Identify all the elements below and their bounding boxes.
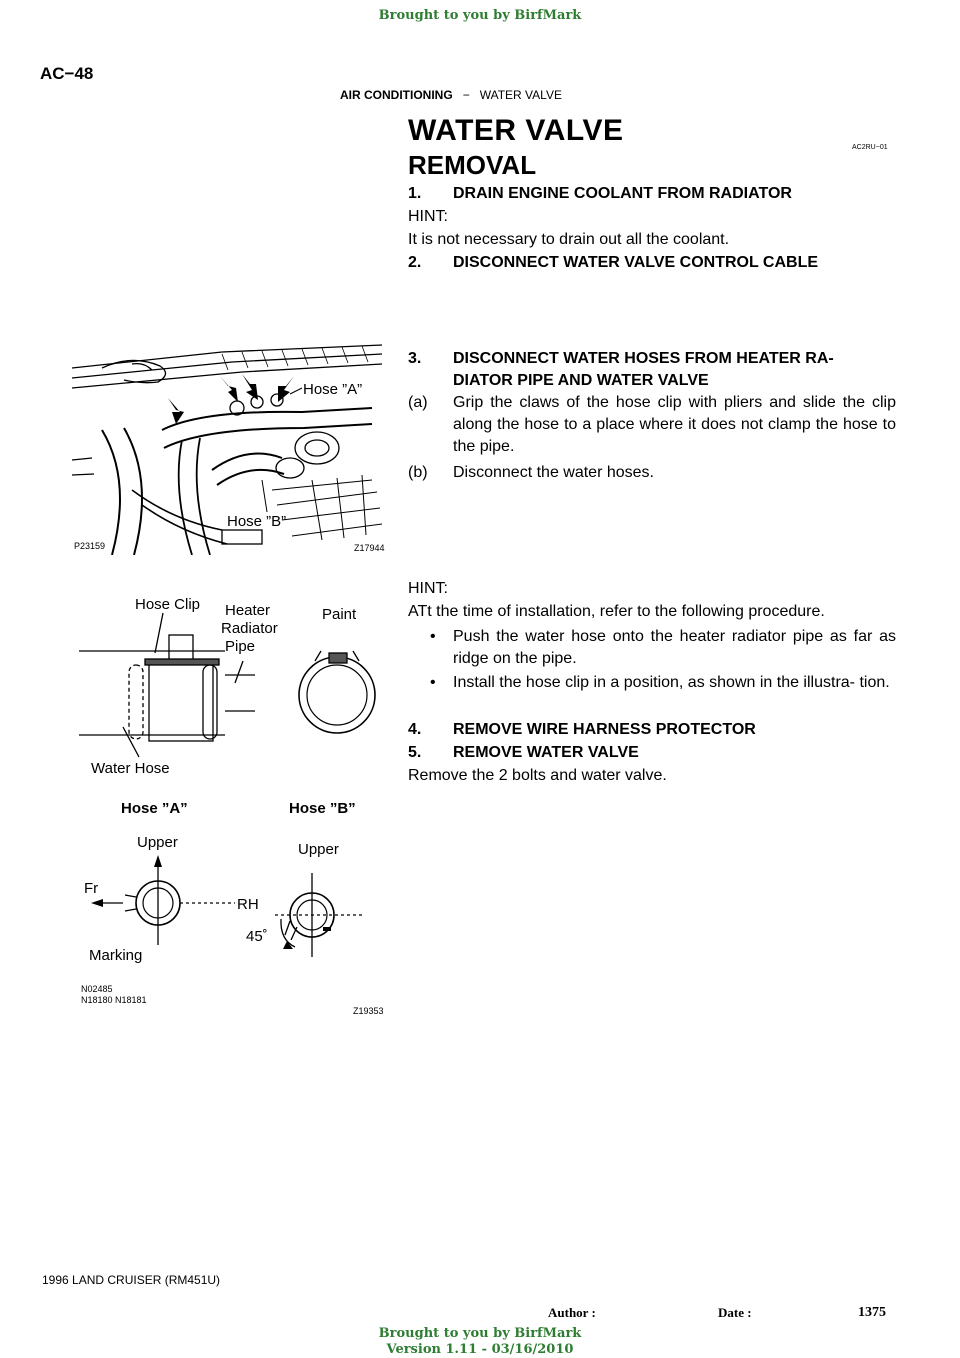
step-4-text: REMOVE WIRE HARNESS PROTECTOR: [453, 721, 756, 738]
fig2-paint-label: Paint: [322, 606, 357, 623]
hint-1-label: HINT:: [408, 208, 448, 225]
fig2-hose-b-title: Hose ”B”: [289, 800, 356, 817]
bullet-1-dot: •: [430, 628, 436, 645]
step-3a-text: Grip the claws of the hose clip with pliers and slide the clip along the hose to a place where it does not clamp the hose to the pipe.: [453, 394, 896, 455]
bullet-2-text: Install the hose clip in a position, as shown in the illustra- tion.: [453, 674, 890, 691]
watermark-top: Brought to you by BirfMark: [378, 8, 582, 23]
fig2-hose-a-title: Hose ”A”: [121, 800, 188, 817]
fig2-rh-label: RH: [237, 896, 259, 913]
step-5: [408, 742, 896, 764]
step-3-line-1: DISCONNECT WATER HOSES FROM HEATER RA-: [453, 350, 834, 367]
bullet-1: [408, 626, 896, 670]
step-3a-num: (a): [408, 394, 428, 411]
step-2-num: 2.: [408, 254, 422, 271]
fig2-upper-b-label: Upper: [298, 841, 339, 858]
step-3a: [408, 392, 896, 458]
watermark-bottom-2: Version 1.11 - 03/16/2010: [386, 1342, 574, 1357]
footer-model: 1996 LAND CRUISER (RM451U): [42, 1273, 221, 1287]
fig2-water-hose-label: Water Hose: [91, 760, 170, 777]
fig1-hose-b-label: Hose ”B”: [227, 513, 287, 530]
footer-author: Author :: [548, 1305, 596, 1320]
header-subsection: WATER VALVE: [479, 88, 562, 102]
bullet-1-text: Push the water hose onto the heater radiator pipe as far as ridge on the pipe.: [453, 628, 896, 667]
doc-id: AC2RU−01: [852, 144, 888, 151]
fig2-hose-clip-label: Hose Clip: [135, 596, 201, 613]
footer-page-number: 1375: [858, 1305, 886, 1320]
fig2-marking-label: Marking: [89, 947, 143, 964]
fig1-hose-a-label: Hose ”A”: [303, 381, 363, 398]
page-title: WATER VALVE: [408, 114, 624, 147]
fig2-upper-a-label: Upper: [137, 834, 178, 851]
step-1: [408, 183, 896, 205]
hint-2-text: ATt the time of installation, refer to the following procedure.: [408, 603, 825, 620]
fig2-heater-line-1: Heater: [225, 602, 271, 619]
fig2-heater-line-2: Radiator: [221, 620, 278, 637]
step-3-line-2: DIATOR PIPE AND WATER VALVE: [453, 372, 709, 389]
figure-engine-bay: [72, 340, 392, 555]
fig2-fr-label: Fr: [84, 880, 99, 897]
step-3b-num: (b): [408, 464, 428, 481]
bullet-2-dot: •: [430, 674, 436, 691]
step-5-num: 5.: [408, 744, 422, 761]
page-code: AC−48: [40, 64, 94, 83]
hint-1-text: It is not necessary to drain out all the coolant.: [408, 231, 730, 248]
step-2: [408, 252, 896, 274]
step-3b-text: Disconnect the water hoses.: [453, 464, 654, 481]
step-1-num: 1.: [408, 185, 422, 202]
running-header: [340, 88, 562, 102]
step-4-num: 4.: [408, 721, 422, 738]
step-5-text: REMOVE WATER VALVE: [453, 744, 639, 761]
footer-date: Date :: [718, 1305, 752, 1320]
step-5-detail: Remove the 2 bolts and water valve.: [408, 767, 667, 784]
fig1-code-right: Z17944: [354, 543, 385, 553]
step-4: [408, 719, 896, 741]
fig2-code-2: N18180 N18181: [81, 995, 147, 1005]
header-section: AIR CONDITIONING: [340, 88, 453, 102]
fig2-code-right: Z19353: [353, 1006, 384, 1016]
bullet-2: [408, 672, 896, 716]
watermark-bottom-1: Brought to you by BirfMark: [378, 1326, 582, 1341]
step-3b: [408, 462, 896, 484]
section-title: REMOVAL: [408, 150, 537, 180]
fig2-heater-line-3: Pipe: [225, 638, 256, 655]
step-3-num: 3.: [408, 350, 422, 367]
figure-hose-clip: [75, 585, 395, 1020]
step-1-text: DRAIN ENGINE COOLANT FROM RADIATOR: [453, 185, 792, 202]
step-2-text: DISCONNECT WATER VALVE CONTROL CABLE: [453, 254, 819, 271]
step-3: [408, 348, 896, 392]
fig2-code-1: N02485: [81, 984, 113, 994]
fig2-angle-label: 45˚: [246, 928, 268, 945]
hint-2-label: HINT:: [408, 580, 448, 597]
header-separator: −: [462, 88, 470, 102]
fig1-code-left: P23159: [74, 541, 106, 551]
